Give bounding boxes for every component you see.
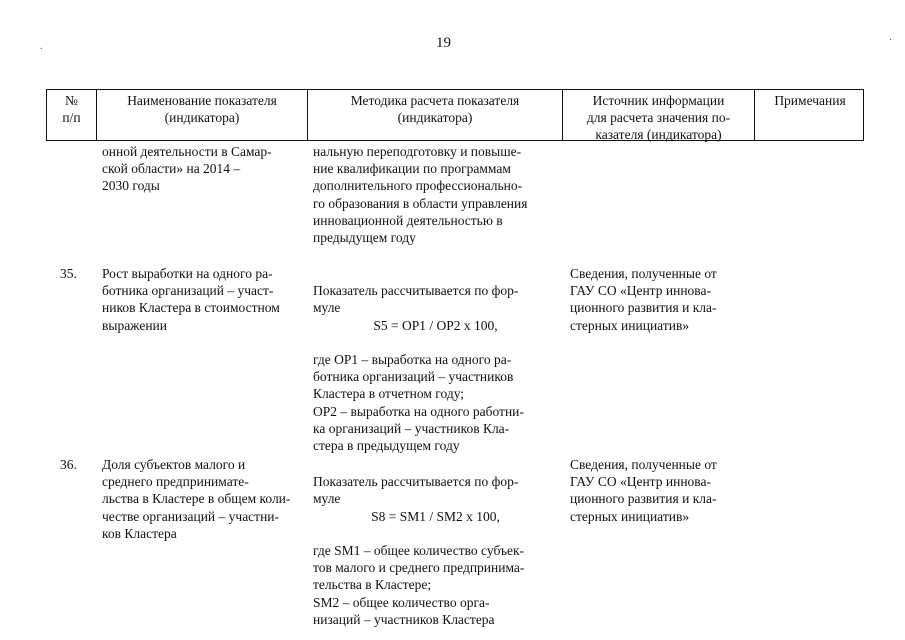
indicator-method <box>313 456 558 628</box>
table-header <box>46 89 864 141</box>
indicator-name: Рост выработки на одного ра- ботника организаций – участ- ников Кластера в стоимостном выражении <box>102 266 280 333</box>
row-number: 36. <box>60 457 77 472</box>
formula: S8 = SM1 / SM2 х 100, <box>371 508 500 524</box>
method-intro: Показатель рассчитывается по фор- муле <box>313 283 519 316</box>
page-number: 19 <box>436 35 451 51</box>
corner-mark-right: · <box>889 35 893 46</box>
header-method: Методика расчета показателя (индикатора) <box>350 93 520 125</box>
header-num: № п/п <box>62 93 81 125</box>
method-rest: где SM1 – общее количество субъек- тов малого и среднего предпринима- тельства в Кластере; SM2 – общее количество орга- низаций – участников Кластера <box>313 543 525 627</box>
indicator-source: Сведения, полученные от ГАУ СО «Центр иннова- ционного развития и кла- стерных инициатив» <box>570 266 717 333</box>
formula: S5 = OP1 / OP2 х 100, <box>373 317 498 333</box>
indicator-name: Доля субъектов малого и среднего предпринимате- льства в Кластере в общем коли- честве организаций – участни- ков Кластера <box>102 457 291 541</box>
continuation-method: нальную переподготовку и повыше- ние квалификации по программам дополнительного профессионально- го образования в области управления инновационной деятельностью в предыдущем году <box>313 144 528 246</box>
indicator-method <box>313 265 558 454</box>
indicator-source: Сведения, полученные от ГАУ СО «Центр иннова- ционного развития и кла- стерных инициатив» <box>570 457 717 524</box>
header-source: Источник информации для расчета значения по- казателя (индикатора) <box>586 93 731 142</box>
header-notes: Примечания <box>774 93 846 108</box>
corner-mark-left: . <box>40 41 43 52</box>
row-number: 35. <box>60 266 77 281</box>
method-intro: Показатель рассчитывается по фор- муле <box>313 474 519 507</box>
method-rest: где OP1 – выработка на одного ра- ботника организаций – участников Кластера в отчетном году; OP2 – выработка на одного работни- ка организаций – участников Кла- стера в предыдущем году <box>313 352 524 454</box>
header-name: Наименование показателя (индикатора) <box>127 93 277 125</box>
continuation-name: онной деятельности в Самар- ской области» на 2014 – 2030 годы <box>102 144 272 194</box>
